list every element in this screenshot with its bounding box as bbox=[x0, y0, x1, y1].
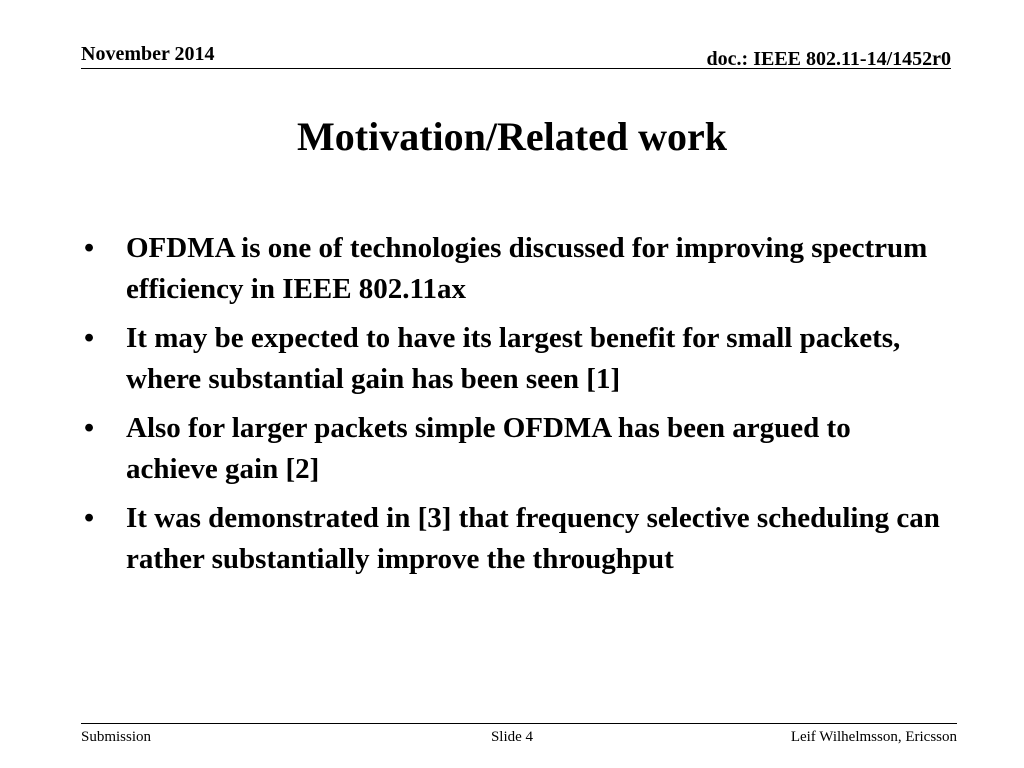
header-doc-id: doc.: IEEE 802.11-14/1452r0 bbox=[706, 48, 951, 70]
footer-divider bbox=[81, 723, 957, 724]
footer-submission: Submission bbox=[81, 729, 152, 745]
header-divider bbox=[81, 68, 951, 69]
bullet-item bbox=[84, 498, 944, 580]
bullet-dot-icon: • bbox=[84, 232, 95, 264]
footer-slide-number: Slide 4 bbox=[490, 729, 534, 745]
bullet-dot-icon: • bbox=[84, 412, 95, 444]
bullet-text: It was demonstrated in [3] that frequency selective scheduling can rather substantially improve the throughput bbox=[126, 502, 940, 575]
header-date: November 2014 bbox=[81, 43, 215, 65]
bullet-item bbox=[84, 408, 944, 490]
bullet-list bbox=[84, 228, 944, 588]
bullet-item bbox=[84, 318, 944, 400]
bullet-item bbox=[84, 228, 944, 310]
bullet-text: It may be expected to have its largest benefit for small packets, where substantial gain has been seen [1] bbox=[126, 322, 901, 395]
bullet-dot-icon: • bbox=[84, 502, 95, 534]
slide-title: Motivation/Related work bbox=[297, 114, 727, 159]
bullet-text: OFDMA is one of technologies discussed for improving spectrum efficiency in IEEE 802.11ax bbox=[126, 232, 928, 305]
bullet-dot-icon: • bbox=[84, 322, 95, 354]
footer-author: Leif Wilhelmsson, Ericsson bbox=[790, 729, 957, 745]
bullet-text: Also for larger packets simple OFDMA has been argued to achieve gain [2] bbox=[126, 412, 851, 485]
